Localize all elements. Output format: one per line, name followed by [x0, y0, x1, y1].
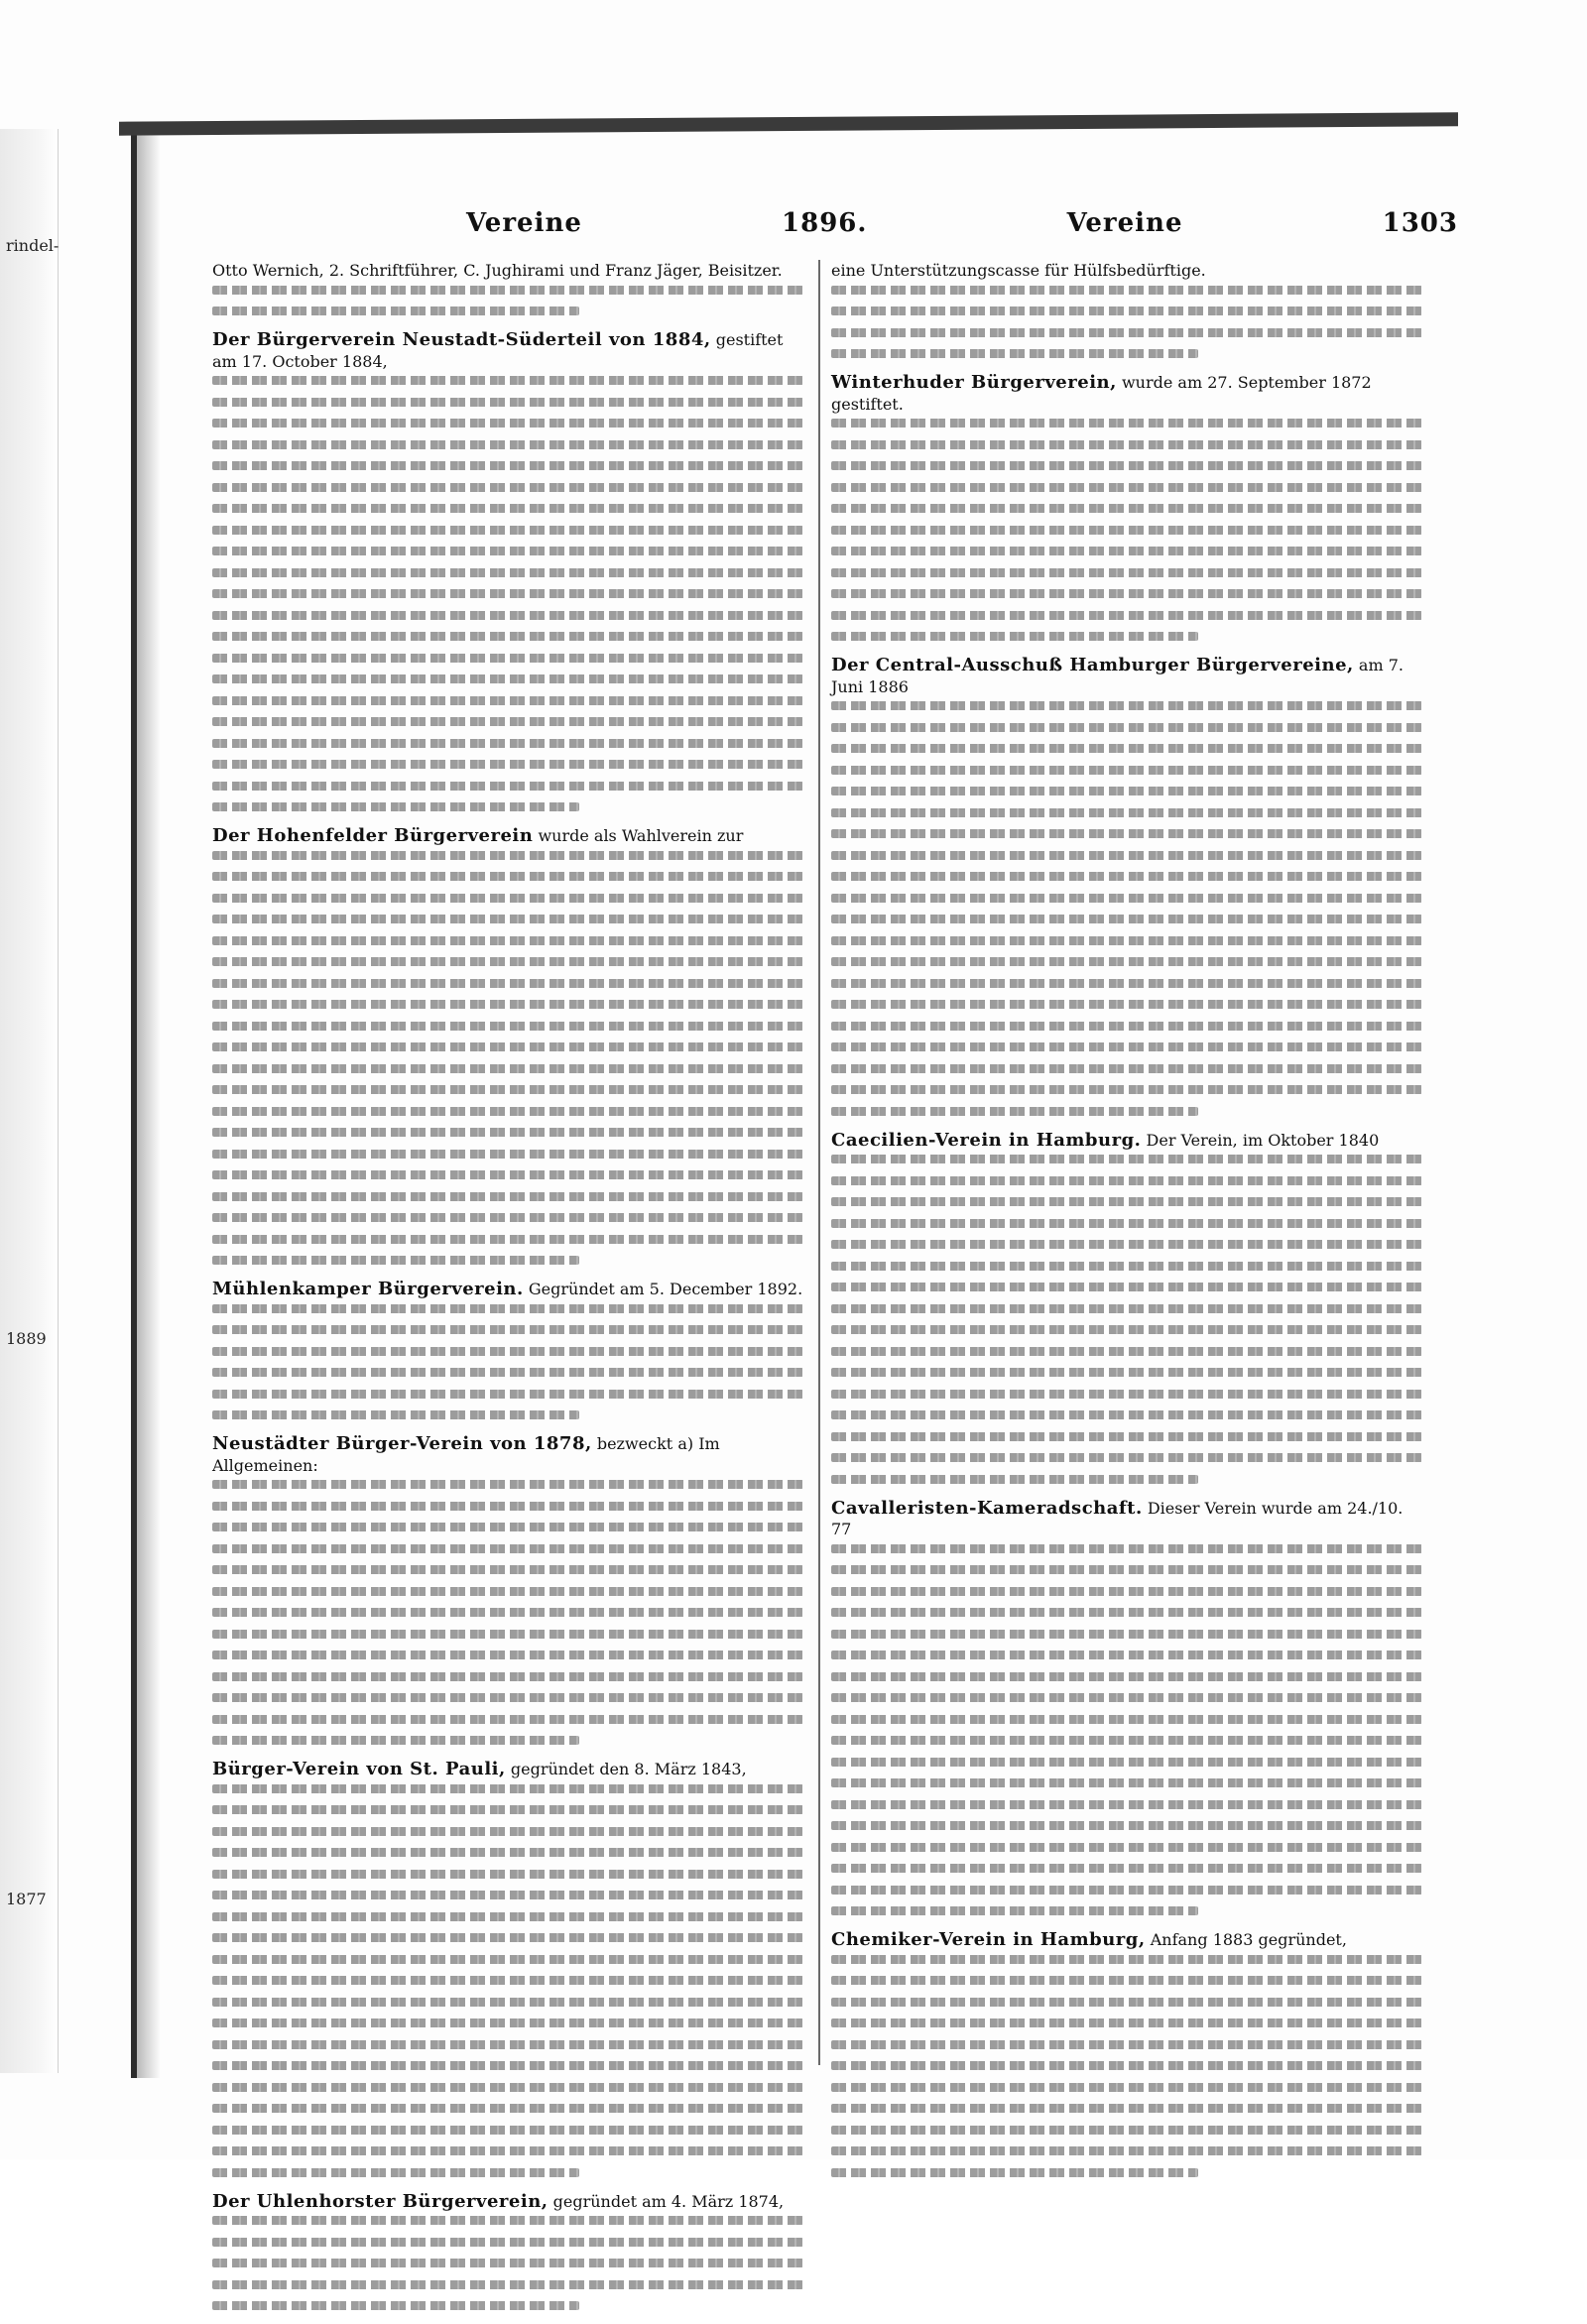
text-line — [831, 701, 1422, 710]
text-line — [831, 915, 1422, 923]
text-line — [212, 1672, 803, 1681]
entry-body-text — [831, 1955, 1422, 2177]
entry-body-text — [212, 1480, 803, 1745]
directory-entry — [831, 655, 1422, 1116]
text-line — [212, 802, 579, 811]
text-line — [831, 1304, 1422, 1313]
text-line — [831, 1107, 1198, 1116]
text-line — [831, 1736, 1422, 1745]
text-line — [212, 1085, 803, 1094]
text-line — [831, 1651, 1422, 1659]
text-line — [831, 611, 1422, 620]
entry-body-text — [212, 851, 803, 1266]
text-line — [831, 1800, 1422, 1809]
text-line — [212, 1042, 803, 1051]
text-line — [212, 1390, 803, 1399]
text-line — [212, 1368, 803, 1377]
text-line — [831, 1453, 1422, 1462]
entry-body-text — [831, 1544, 1422, 1916]
directory-entry — [831, 260, 1422, 358]
text-line — [212, 1998, 803, 2007]
text-line — [831, 957, 1422, 966]
text-line — [831, 1197, 1422, 1206]
text-line — [831, 1368, 1422, 1377]
text-line — [831, 1821, 1422, 1830]
entry-text: Gegründet am 5. December 1892. — [528, 1280, 803, 1298]
text-line — [212, 1715, 803, 1724]
text-line — [831, 979, 1422, 988]
text-line — [212, 1256, 579, 1265]
text-line — [831, 286, 1422, 295]
entry-heading: Caecilien-Verein in Hamburg. — [831, 1129, 1142, 1151]
text-line — [831, 1475, 1198, 1484]
text-line — [212, 2280, 803, 2289]
text-line — [212, 1022, 803, 1031]
entry-body-text — [212, 1304, 803, 1420]
text-line — [212, 461, 803, 470]
directory-entry — [831, 1929, 1422, 2177]
text-line — [831, 1693, 1422, 1702]
text-line — [831, 1176, 1422, 1185]
text-line — [831, 526, 1422, 535]
text-line — [831, 632, 1198, 641]
text-line — [212, 654, 803, 663]
entry-heading: Bürger-Verein von St. Pauli, — [212, 1759, 506, 1779]
text-line — [831, 1432, 1422, 1441]
text-line — [831, 547, 1422, 555]
directory-entry — [831, 1130, 1422, 1484]
directory-entry — [212, 825, 803, 1265]
text-line — [212, 1784, 803, 1793]
text-line — [212, 2168, 579, 2177]
text-line — [212, 2301, 579, 2310]
text-line — [831, 936, 1422, 945]
text-line — [212, 1000, 803, 1009]
text-line — [831, 787, 1422, 795]
text-line — [212, 2083, 803, 2092]
text-line — [831, 829, 1422, 838]
entry-heading: Winterhuder Bürgerverein, — [831, 372, 1117, 393]
text-line — [831, 1064, 1422, 1073]
text-line — [831, 808, 1422, 817]
text-line — [212, 547, 803, 555]
entry-text: bezweckt a) Im Allgemeinen: — [212, 1434, 720, 1475]
text-line — [831, 2146, 1422, 2155]
text-line — [212, 1502, 803, 1511]
text-line — [831, 1715, 1422, 1724]
text-line — [212, 739, 803, 748]
left-column — [212, 260, 803, 2324]
text-line — [831, 568, 1422, 577]
text-line — [212, 2061, 803, 2070]
text-line — [831, 1955, 1422, 1964]
text-line — [212, 1304, 803, 1313]
page-number: 1303 — [1382, 208, 1458, 238]
left-page-fragment: 1877 — [6, 1890, 47, 1908]
text-line — [831, 1042, 1422, 1051]
text-line — [212, 1192, 803, 1201]
text-line — [212, 1170, 803, 1179]
text-line — [212, 717, 803, 726]
text-line — [212, 894, 803, 903]
text-line — [831, 1283, 1422, 1291]
text-line — [831, 1390, 1422, 1399]
text-line — [212, 1848, 803, 1857]
text-line — [831, 1608, 1422, 1617]
text-line — [831, 894, 1422, 903]
text-line — [212, 1480, 803, 1489]
left-page-fragment: 1889 — [6, 1329, 47, 1348]
text-line — [831, 1672, 1422, 1681]
text-line — [831, 1998, 1422, 2007]
entry-body-text — [212, 376, 803, 811]
running-head-left: Vereine — [466, 208, 582, 238]
text-line — [212, 1955, 803, 1964]
text-line — [212, 760, 803, 769]
gutter-shadow — [137, 129, 161, 2078]
text-line — [831, 1976, 1422, 1985]
text-line — [212, 376, 803, 385]
text-line — [212, 1870, 803, 1879]
text-line — [212, 632, 803, 641]
text-line — [212, 782, 803, 791]
text-line — [831, 2168, 1198, 2177]
text-line — [212, 1933, 803, 1942]
text-line — [212, 1128, 803, 1137]
directory-entry — [831, 372, 1422, 641]
text-line — [831, 1262, 1422, 1271]
text-line — [212, 504, 803, 513]
text-line — [831, 483, 1422, 492]
text-line — [831, 1219, 1422, 1228]
text-line — [831, 328, 1422, 337]
text-line — [212, 611, 803, 620]
text-line — [212, 1693, 803, 1702]
text-line — [212, 440, 803, 449]
text-line — [212, 1912, 803, 1921]
text-line — [212, 1213, 803, 1222]
entry-body-text — [212, 1784, 803, 2177]
text-line — [212, 1891, 803, 1899]
text-line — [212, 526, 803, 535]
directory-entry — [212, 2191, 803, 2311]
text-line — [212, 1523, 803, 1531]
text-line — [831, 1565, 1422, 1574]
directory-entry — [212, 329, 803, 811]
text-line — [212, 674, 803, 683]
text-line — [212, 589, 803, 598]
text-line — [212, 568, 803, 577]
text-line — [212, 1107, 803, 1116]
entry-heading: Neustädter Bürger-Verein von 1878, — [212, 1433, 592, 1454]
running-head — [466, 208, 1458, 248]
directory-entry — [212, 1759, 803, 2177]
left-page-fragment: rindel- — [6, 236, 60, 255]
text-line — [831, 1000, 1422, 1009]
text-line — [831, 349, 1198, 358]
text-line — [212, 1630, 803, 1639]
text-line — [212, 1736, 579, 1745]
text-line — [831, 2061, 1422, 2070]
text-line — [831, 1864, 1422, 1873]
entry-heading: Der Hohenfelder Bürgerverein — [212, 825, 534, 846]
entry-heading: Cavalleristen-Kameradschaft. — [831, 1497, 1143, 1519]
entry-body-text — [212, 2216, 803, 2310]
text-line — [831, 1843, 1422, 1852]
text-line — [831, 1410, 1422, 1419]
text-line — [212, 1587, 803, 1596]
text-line — [831, 1906, 1198, 1915]
text-line — [831, 723, 1422, 732]
text-line — [831, 504, 1422, 513]
entry-heading: Mühlenkamper Bürgerverein. — [212, 1279, 524, 1299]
text-line — [212, 1325, 803, 1334]
text-line — [831, 1630, 1422, 1639]
text-line — [212, 1410, 579, 1419]
text-line — [212, 1827, 803, 1836]
running-head-right: Vereine — [1066, 208, 1183, 238]
text-line — [212, 2018, 803, 2027]
entry-body-text — [831, 286, 1422, 359]
text-line — [212, 2040, 803, 2049]
text-line — [212, 696, 803, 705]
directory-entry — [212, 1433, 803, 1745]
text-line — [212, 483, 803, 492]
text-line — [831, 440, 1422, 449]
text-line — [212, 306, 579, 315]
text-line — [212, 915, 803, 923]
text-line — [212, 1347, 803, 1356]
text-line — [831, 1886, 1422, 1895]
text-line — [831, 461, 1422, 470]
entry-text: am 7. Juni 1886 — [831, 656, 1404, 696]
text-line — [212, 936, 803, 945]
text-line — [831, 1544, 1422, 1553]
text-line — [831, 1085, 1422, 1094]
directory-entry — [212, 260, 803, 315]
text-line — [831, 2083, 1422, 2092]
text-line — [831, 1022, 1422, 1031]
text-line — [831, 419, 1422, 428]
column-divider — [818, 260, 820, 2065]
text-line — [212, 1150, 803, 1159]
text-line — [212, 1651, 803, 1659]
text-line — [212, 1565, 803, 1574]
text-line — [831, 1347, 1422, 1356]
text-line — [831, 2104, 1422, 2113]
text-line — [831, 2018, 1422, 2027]
text-line — [212, 2104, 803, 2113]
entry-body-text — [212, 286, 803, 316]
text-line — [212, 286, 803, 295]
directory-entry — [212, 1279, 803, 1419]
entry-heading: Chemiker-Verein in Hamburg, — [831, 1929, 1146, 1950]
entry-heading: Der Uhlenhorster Bürgerverein, — [212, 2190, 549, 2212]
text-line — [831, 744, 1422, 753]
left-page-edge — [0, 129, 59, 2073]
entry-text: Anfang 1883 gegründet, — [1150, 1930, 1347, 1949]
text-line — [212, 2259, 803, 2267]
text-line — [212, 1805, 803, 1814]
entry-heading: Der Bürgerverein Neustadt-Süderteil von 1884, — [212, 329, 711, 350]
right-column — [831, 260, 1422, 2191]
text-line — [212, 851, 803, 860]
text-line — [212, 2146, 803, 2155]
text-line — [831, 589, 1422, 598]
text-line — [831, 872, 1422, 881]
entry-heading: Der Central-Ausschuß Hamburger Bürgervereine, — [831, 655, 1354, 675]
text-line — [831, 2126, 1422, 2135]
text-line — [212, 957, 803, 966]
text-line — [831, 2040, 1422, 2049]
entry-body-text — [831, 1155, 1422, 1484]
text-line — [212, 1608, 803, 1617]
entry-text: Otto Wernich, 2. Schriftführer, C. Jughirami und Franz Jäger, Beisitzer. — [212, 261, 783, 280]
entry-text: wurde als Wahlverein zur — [538, 826, 744, 845]
text-line — [212, 1064, 803, 1073]
text-line — [212, 979, 803, 988]
text-line — [831, 851, 1422, 860]
entry-text: eine Unterstützungscasse für Hülfsbedürftige. — [831, 261, 1206, 280]
text-line — [212, 2216, 803, 2225]
text-line — [831, 1240, 1422, 1249]
text-line — [212, 1976, 803, 1985]
text-line — [212, 419, 803, 428]
entry-text: wurde am 27. September 1872 gestiftet. — [831, 373, 1372, 414]
text-line — [212, 1544, 803, 1553]
text-line — [212, 1235, 803, 1244]
entry-text: Dieser Verein wurde am 24./10. 77 — [831, 1498, 1404, 1538]
text-line — [831, 766, 1422, 775]
text-line — [831, 1778, 1422, 1787]
text-line — [831, 1758, 1422, 1767]
entry-text: gegründet am 4. März 1874, — [552, 2191, 785, 2211]
entry-text: Der Verein, im Oktober 1840 — [1146, 1130, 1380, 1150]
text-line — [212, 872, 803, 881]
running-head-year: 1896. — [782, 208, 868, 238]
entry-text: gestiftet am 17. October 1884, — [212, 330, 784, 371]
entry-body-text — [831, 419, 1422, 641]
text-line — [212, 398, 803, 407]
entry-text: gegründet den 8. März 1843, — [510, 1760, 747, 1778]
text-line — [831, 1155, 1422, 1163]
directory-entry — [831, 1498, 1422, 1916]
text-line — [831, 306, 1422, 315]
text-line — [831, 1587, 1422, 1596]
text-line — [831, 1325, 1422, 1334]
entry-body-text — [831, 701, 1422, 1116]
text-line — [212, 2238, 803, 2247]
text-line — [212, 2126, 803, 2135]
